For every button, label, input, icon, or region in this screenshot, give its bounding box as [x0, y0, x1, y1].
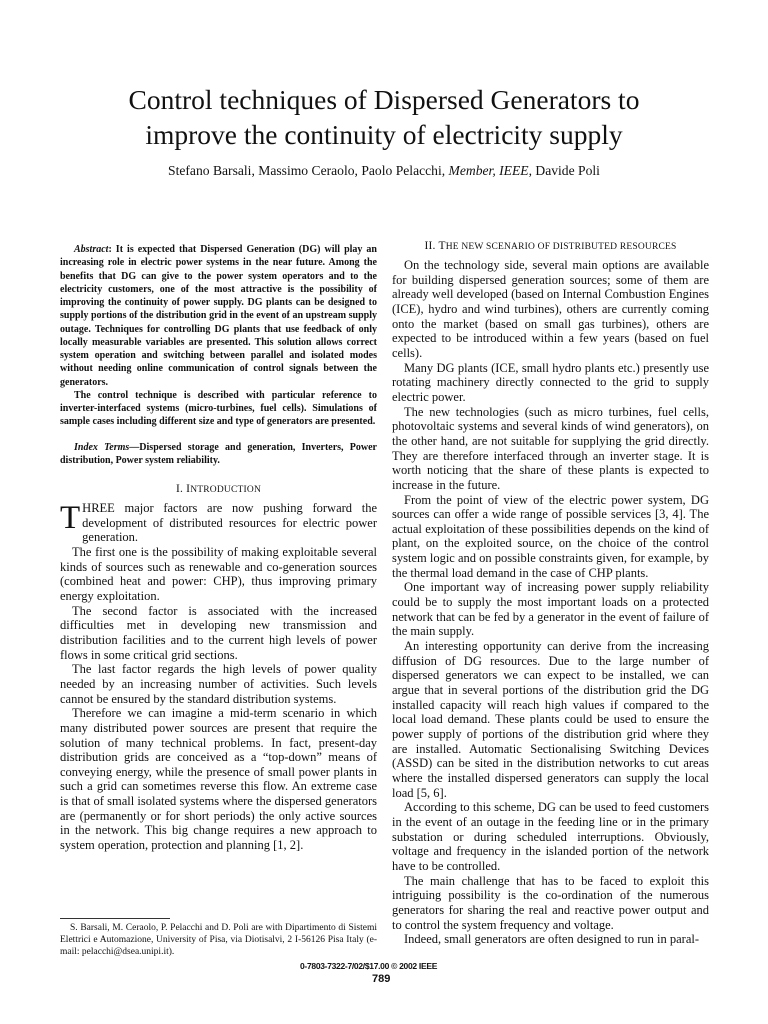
abstract-label: Abstract: [74, 244, 109, 255]
intro-paragraph-5: Therefore we can imagine a mid-term scenario in which many distributed power sources are present that require the solution of many technical problems. In fact, present-day distribution grids are conceived as a “top-down” means of conveying energy, while the presence of small power plants in such a grid can sometimes reverse this flow. An extreme case is that of small isolated systems where the dispersed generators are (permanently or for short periods) the only active sources in the network. This big change requires a new approach to system operation, protection and planning [1, 2].: [60, 706, 377, 853]
section-heading-new-scenario: II. THE NEW SCENARIO OF DISTRIBUTED RESOURCES: [424, 240, 677, 252]
author-line: [60, 163, 708, 179]
authors-member: Member, IEEE: [448, 163, 529, 178]
s2-paragraph-7: According to this scheme, DG can be used to feed customers in the event of an outage in the feeding line or in the primary substation or during scheduled interruptions. Obviously, voltage and frequency in the islanded portion of the network have to be controlled.: [392, 800, 709, 873]
s2-paragraph-1: On the technology side, several main options are available for building dispersed generation sources; some of them are already well developed (based on Internal Combustion Engines (ICE), hydro and wind turbines), others are currently coming onto the market (based on small gas turbines), others are expected to be introduced within a few years (based on fuel cells).: [392, 258, 709, 360]
author-affiliation-footnote: S. Barsali, M. Ceraolo, P. Pelacchi and D. Poli are with Dipartimento di Sistemi Elettrici e Automazione, University of Pisa, via Diotisalvi, 2 I-56126 Pisa Italy (e-mail: pelacchi@dsea.unipi.it).: [60, 923, 377, 958]
left-column: [60, 243, 377, 853]
section-heading-introduction: I. INTRODUCTION: [175, 483, 262, 495]
title-line-1: Control techniques of Dispersed Generators to: [128, 84, 640, 115]
paper-title: [60, 82, 708, 152]
index-terms-text: —Dispersed storage and generation, Inverters, Power distribution, Power system reliability.: [60, 441, 377, 466]
s2-paragraph-9: Indeed, small generators are often designed to run in paral-: [404, 932, 700, 947]
intro-paragraph-4: The last factor regards the high levels of power quality needed by an increasing number of activities. Such levels cannot be ensured by the standard distribution systems.: [60, 662, 377, 706]
index-terms: [60, 441, 377, 468]
s2-paragraph-8: The main challenge that has to be faced to exploit this intriguing possibility is the co-ordination of the numerous generators for sharing the real and reactive power output and to control the system frequency and voltage.: [392, 873, 709, 932]
index-terms-label: Index Terms: [74, 441, 130, 453]
page-number: 789: [372, 973, 391, 985]
s2-paragraph-2: Many DG plants (ICE, small hydro plants etc.) presently use rotating machinery directly connected to the grid to supply electric power.: [392, 360, 709, 404]
abstract-paragraph-1: : It is expected that Dispersed Generation (DG) will play an increasing role in electric power systems in the near future. Among the benefits that DG can give to the power system operators and to the electricity customers, one of the most attractive is the possibility of improving the continuity of power supply. DG plants can be designed to supply portions of the distribution grid in the event of an upstream supply outage. Techniques for controlling DG plants that use feedback of only locally measurable variables are presented. This solution allows correct system operation and switching between parallel and isolated modes without needing online communication of control signals between the generators.: [60, 244, 377, 388]
abstract: [60, 243, 377, 429]
s2-paragraph-3: The new technologies (such as micro turbines, fuel cells, photovoltaic systems and several kinds of wind generators), on the other hand, are not suitable for supplying the grid directly. They are therefore interfaced through an inverter stage. It is worth noticing that the share of these plants is expected to increase in the future.: [392, 404, 709, 492]
footnote-rule: [60, 918, 170, 919]
intro-paragraph-3: The second factor is associated with the increased difficulties met in developing new transmission and distribution facilities and to the current high levels of power flows in some critical grid sections.: [60, 603, 377, 662]
introduction-body: [60, 501, 377, 853]
section-2-body: [392, 258, 709, 947]
drop-cap: T: [60, 500, 81, 536]
right-column: [392, 240, 709, 947]
issn-copyright: 0-7803-7322-7/02/$17.00 © 2002 IEEE: [300, 961, 438, 971]
s2-paragraph-5: One important way of increasing power supply reliability could be to supply the most important loads on a protected network that can be fed by a generator in the event of failure of the main supply.: [392, 580, 709, 639]
s2-paragraph-6: An interesting opportunity can derive from the increasing diffusion of DG resources. Due to the large number of dispersed generators we can expect to be installed, we can argue that in several portions of the distribution grid the DG installed capacity will reach high values if compared to the local load demand. These plants could be used to ensure the power supply of portions of the distribution grid where they are installed. Automatic Sectionalising Switching Devices (ASSD) can be sited in the distribution networks to cut areas where the installed dispersed generators can supply the local load [5, 6].: [392, 639, 709, 800]
intro-paragraph-2: The first one is the possibility of making exploitable several kinds of sources such as renewable and co-generation sources (combined heat and power: CHP), thus improving primary energy exploitation.: [60, 544, 377, 603]
intro-paragraph-1: THREE major factors are now pushing forward the development of distributed resources for electric power generation.: [60, 500, 377, 545]
title-line-2: improve the continuity of electricity supply: [145, 119, 623, 150]
s2-paragraph-4: From the point of view of the electric power system, DG sources can offer a wide range of possible services [3, 4]. The actual exploitation of these possibilities depends on the kind of plant, on the exploited source, on the choice of the control system logic and on possible constraints given, for example, by the thermal load demand in the case of CHP plants.: [392, 492, 709, 580]
authors-tail: , Davide Poli: [528, 163, 600, 178]
authors-names: Stefano Barsali, Massimo Ceraolo, Paolo Pelacchi,: [168, 163, 449, 178]
abstract-paragraph-2: The control technique is described with particular reference to inverter-interfaced systems (micro-turbines, fuel cells). Simulations of sample cases including different size and type of generators are presented.: [60, 389, 377, 428]
